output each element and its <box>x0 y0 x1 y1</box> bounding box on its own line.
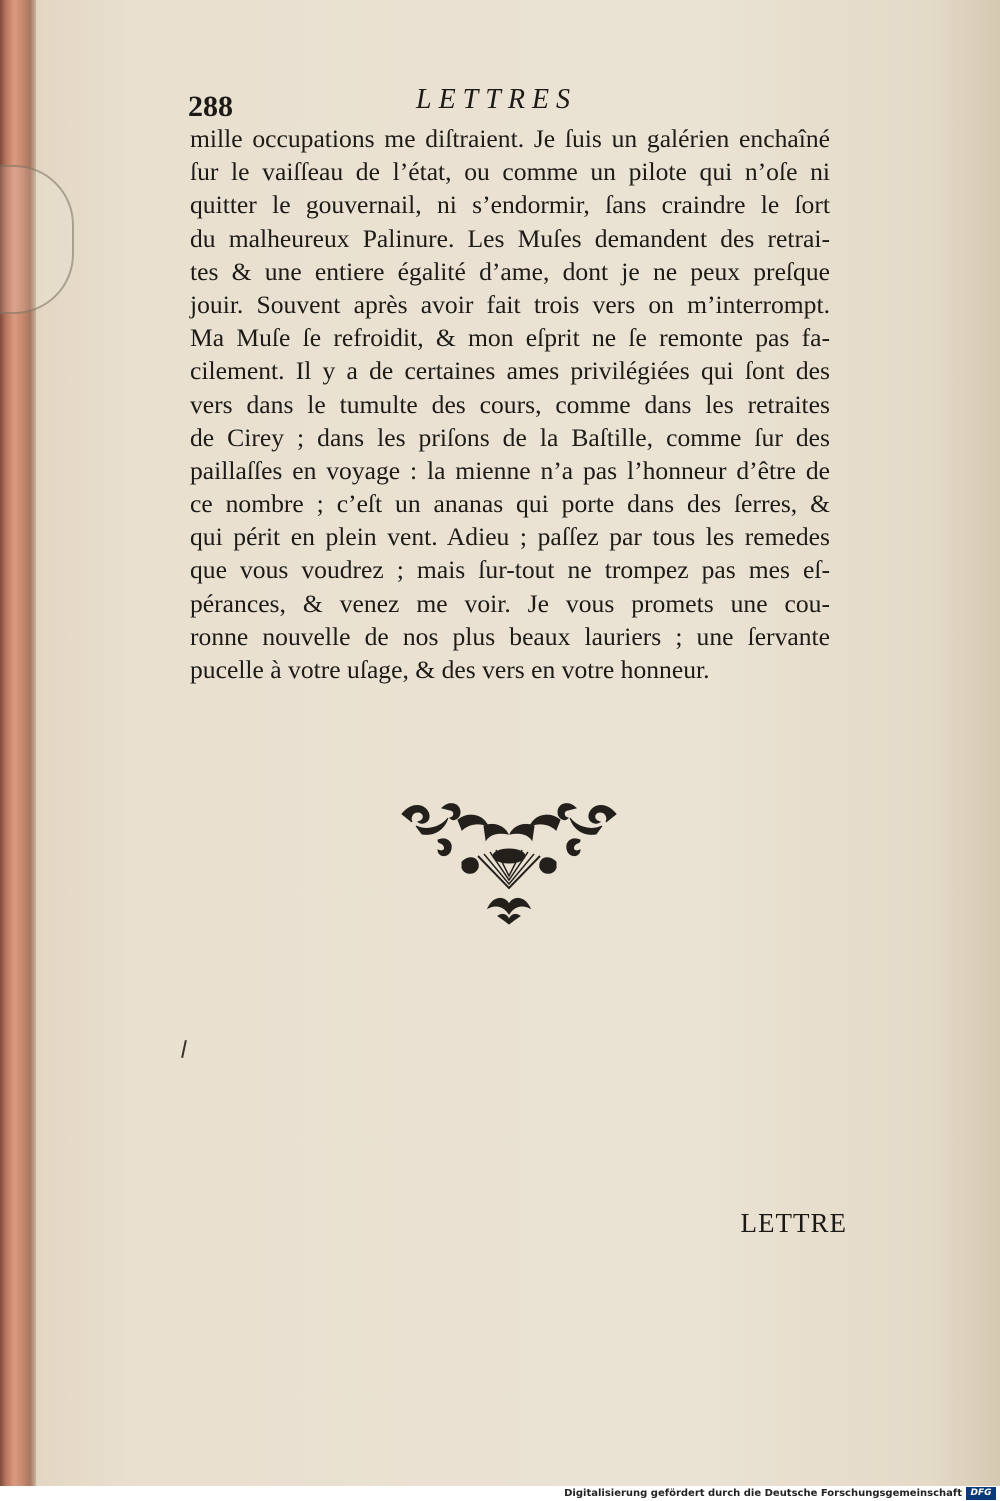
text-line: ſur le vaiſſeau de l’état, ou comme un pilote qui n’oſe ni <box>190 157 830 187</box>
running-head: LETTRES <box>416 84 578 115</box>
catchword: LETTRE <box>740 1208 847 1238</box>
text-line: Ma Muſe ſe refroidit, & mon eſprit ne ſe remonte pas fa- <box>190 323 830 353</box>
text-line: paillaſſes en voyage : la mienne n’a pas l’honneur d’être de <box>190 455 830 485</box>
text-line: pérances, & venez me voir. Je vous promets une cou- <box>190 588 830 618</box>
text-line: quitter le gouvernail, ni s’endormir, ſans craindre le ſort <box>190 190 830 220</box>
text-line: vers dans le tumulte des cours, comme dans les retraites <box>190 389 830 419</box>
text-line: tes & une entiere égalité d’ame, dont je ne peux preſque <box>190 256 830 286</box>
text-line: du malheureux Palinure. Les Muſes demandent des retrai- <box>190 223 830 253</box>
dfg-logo: DFG <box>966 1487 996 1500</box>
text-line: que vous voudrez ; mais ſur-tout ne trompez pas mes eſ- <box>190 555 830 585</box>
page-clip <box>0 165 74 314</box>
body-text <box>190 122 830 686</box>
page-number: 288 <box>188 90 233 123</box>
text-line: ronne nouvelle de nos plus beaux lauriers ; une ſervante <box>190 621 830 651</box>
text-line: de Cirey ; dans les priſons de la Baſtille, comme ſur des <box>190 422 830 452</box>
text-line: cilement. Il y a de certaines ames privilégiées qui ſont des <box>190 356 830 386</box>
floral-vignette-icon <box>398 796 620 926</box>
text-line: qui périt en plein vent. Adieu ; paſſez par tous les remedes <box>190 522 830 552</box>
page-header <box>188 84 848 124</box>
ink-mark <box>181 1040 187 1058</box>
text-line: mille occupations me diſtraient. Je ſuis un galérien enchaîné <box>190 124 830 153</box>
footer-bar <box>0 1486 1000 1501</box>
text-line: pucelle à votre uſage, & des vers en votre honneur. <box>190 655 710 684</box>
footer-credit: Digitalisierung gefördert durch die Deutsche Forschungsgemeinschaft <box>564 1488 962 1499</box>
text-line: ce nombre ; c’eſt un ananas qui porte dans des ſerres, & <box>190 489 830 519</box>
text-line: jouir. Souvent après avoir fait trois vers on m’interrompt. <box>190 289 830 319</box>
